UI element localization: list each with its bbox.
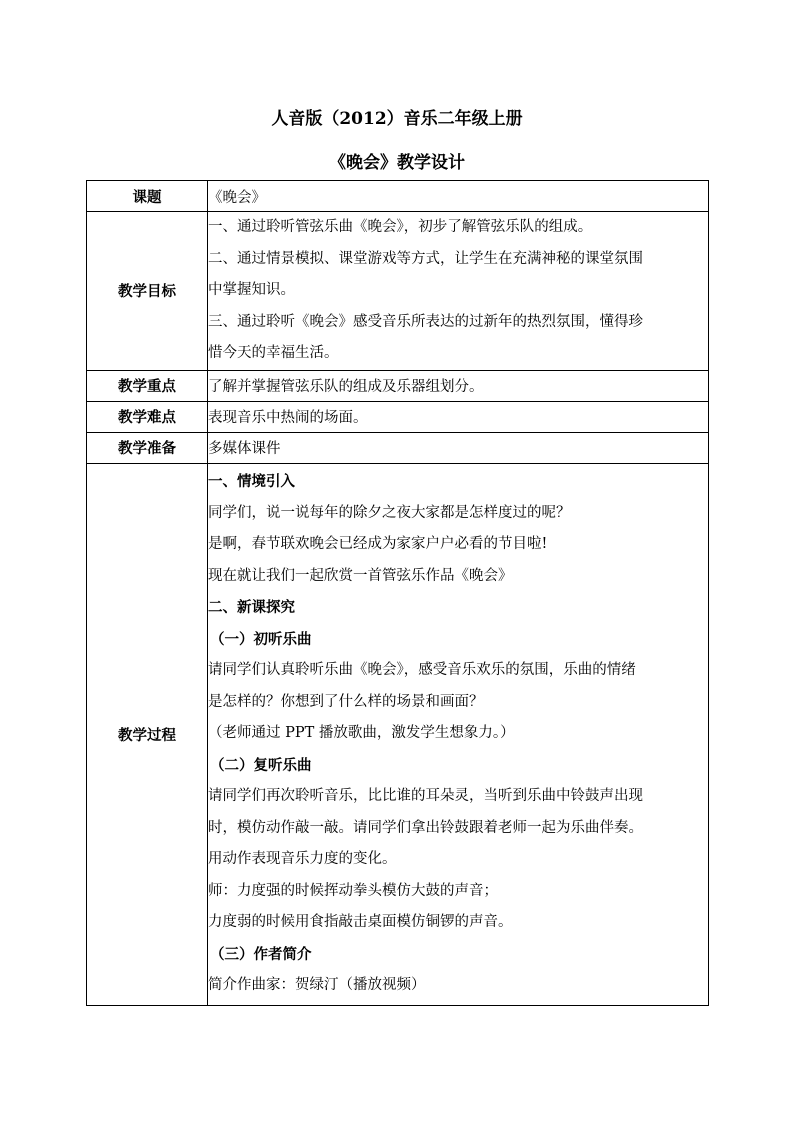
- table-row-key-points: [87, 370, 709, 401]
- process-line: （老师通过 PPT 播放歌曲，激发学生想象力。）: [208, 725, 515, 742]
- row-value-topic: 《晚会》: [208, 181, 709, 212]
- table-row-preparation: [87, 432, 709, 463]
- table-row-process: [87, 463, 709, 1005]
- document-subtitle: 《晚会》教学设计: [329, 153, 465, 173]
- lesson-plan-table: [86, 180, 709, 1006]
- row-value-goals: [208, 212, 709, 371]
- subsection-heading: （三）作者简介: [210, 945, 312, 963]
- process-line: 简介作曲家：贺绿汀（播放视频）: [208, 977, 426, 994]
- table-row-difficulties: [87, 401, 709, 432]
- row-value-difficulties: 表现音乐中热闹的场面。: [208, 401, 709, 432]
- section-heading: 二、新课探究: [208, 599, 295, 617]
- row-label-topic: 课题: [87, 181, 208, 212]
- goal-line: 二、通过情景模拟、课堂游戏等方式，让学生在充满神秘的课堂氛围: [208, 250, 643, 267]
- subsection-heading: （一）初听乐曲: [210, 630, 312, 648]
- section-heading: 一、情境引入: [208, 473, 295, 491]
- process-line: 现在就让我们一起欣赏一首管弦乐作品《晚会》: [208, 567, 513, 584]
- goal-line: 中掌握知识。: [208, 282, 295, 298]
- goal-line: 一、通过聆听管弦乐曲《晚会》，初步了解管弦乐队的组成。: [208, 219, 593, 235]
- goal-line: 三、通过聆听《晚会》感受音乐所表达的过新年的热烈氛围，懂得珍: [208, 313, 643, 330]
- process-line: 是怎样的？你想到了什么样的场景和画面？: [208, 693, 484, 710]
- document-title: 人音版（2012）音乐二年级上册: [271, 109, 523, 129]
- process-line: 师：力度强的时候挥动拳头模仿大鼓的声音；: [208, 882, 498, 899]
- process-line: 同学们，说一说每年的除夕之夜大家都是怎样度过的呢？: [208, 504, 571, 521]
- process-line: 时，模仿动作敲一敲。请同学们拿出铃鼓跟着老师一起为乐曲伴奏。: [208, 819, 643, 836]
- row-label-key-points: 教学重点: [87, 370, 208, 401]
- row-label-goals: 教学目标: [87, 212, 208, 371]
- row-value-preparation: 多媒体课件: [208, 432, 709, 463]
- goal-line: 惜今天的幸福生活。: [208, 345, 339, 361]
- row-label-process: 教学过程: [87, 463, 208, 1005]
- process-line: 请同学们再次聆听音乐，比比谁的耳朵灵，当听到乐曲中铃鼓声出现: [208, 788, 643, 805]
- process-line: 用动作表现音乐力度的变化。: [208, 851, 397, 868]
- row-label-preparation: 教学准备: [87, 432, 208, 463]
- row-label-difficulties: 教学难点: [87, 401, 208, 432]
- table-row-goals: [87, 212, 709, 371]
- subsection-heading: （二）复听乐曲: [210, 756, 312, 774]
- process-line: 是啊，春节联欢晚会已经成为家家户户必看的节目啦!: [208, 536, 548, 553]
- process-line: 请同学们认真聆听乐曲《晚会》，感受音乐欢乐的氛围，乐曲的情绪: [208, 662, 636, 679]
- row-value-key-points: 了解并掌握管弦乐队的组成及乐器组划分。: [208, 370, 709, 401]
- table-row-topic: [87, 181, 709, 212]
- process-line: 力度弱的时候用食指敲击桌面模仿铜锣的声音。: [208, 914, 513, 931]
- row-value-process: [208, 463, 709, 1005]
